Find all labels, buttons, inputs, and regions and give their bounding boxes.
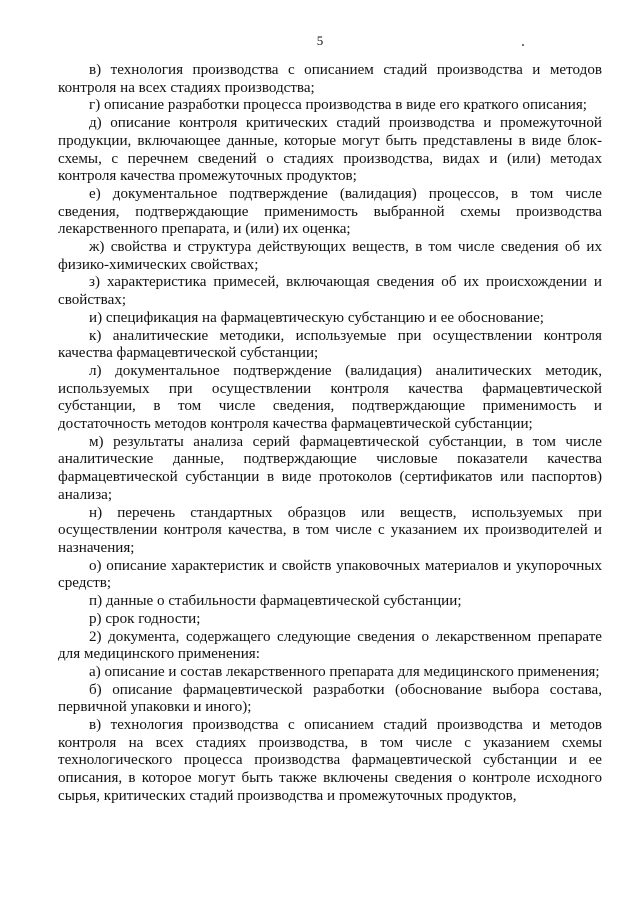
- paragraph-p-stability: п) данные о стабильности фармацевтической субстанции;: [89, 593, 462, 610]
- paragraph-e-process-validation: е) документальное подтверждение (валидация) процессов, в том числе сведения, подтверждающие применимость выбранной схемы производства лекарственного препарата, и (или) их оценка;: [58, 185, 602, 238]
- paragraph-d-critical-stages-control: д) описание контроля критических стадий производства и промежуточной продукции, включающее данные, которые могут быть представлены в виде блок-схемы, с перечнем сведений о стадиях производства, видах и (или) методах контроля качества промежуточных продуктов;: [58, 115, 602, 185]
- paragraph-k-analytical-methods: к) аналитические методики, используемые при осуществлении контроля качества фармацевтической субстанции;: [58, 327, 602, 362]
- paragraph-l-method-validation: л) документальное подтверждение (валидация) аналитических методик, используемых при осуществлении контроля качества фармацевтической субстанции, в том числе сведения, подтверждающие применимость и достаточность методов контроля качества фармацевтической субстанции;: [58, 362, 602, 433]
- paragraph-n-reference-standards: н) перечень стандартных образцов или веществ, используемых при осуществлении контроля качества, в том числе с указанием их производителей и назначения;: [58, 504, 602, 556]
- paragraph-o-packaging-materials: о) описание характеристик и свойств упаковочных материалов и укупорочных средств;: [58, 557, 602, 592]
- paragraph-b-pharmaceutical-development: б) описание фармацевтической разработки (обоснование выбора состава, первичной упаковки и иного);: [58, 681, 602, 716]
- paragraph-2-medicinal-product-document: 2) документа, содержащего следующие сведения о лекарственном препарате для медицинского применения:: [58, 628, 602, 663]
- scan-speck: [522, 44, 524, 46]
- paragraph-zh-active-substances: ж) свойства и структура действующих веществ, в том числе сведения об их физико-химических свойствах;: [58, 239, 602, 273]
- paragraph-v-manufacturing-technology: в) технология производства с описанием стадий производства и методов контроля на всех стадиях производства, в том числе с указанием схемы технологического процесса производства фармацевтической субстанции и ее описания, в которое могут быть также включены сведения о контроле исходного сырья, критических стадий производства и промежуточных продуктов,: [58, 717, 602, 804]
- paragraph-r-shelf-life: р) срок годности;: [89, 610, 201, 627]
- paragraph-i-specification: и) спецификация на фармацевтическую субстанцию и ее обоснование;: [89, 309, 544, 326]
- paragraph-v-production-technology: в) технология производства с описанием стадий производства и методов контроля на всех стадиях производства;: [58, 62, 602, 96]
- paragraph-m-batch-analysis: м) результаты анализа серий фармацевтической субстанции, в том числе аналитические данные, подтверждающие числовые показатели качества фармацевтической субстанции в виде протоколов (сертификатов или паспортов) анализа;: [58, 433, 602, 503]
- paragraph-g-process-development: г) описание разработки процесса производства в виде его краткого описания;: [89, 97, 587, 114]
- document-body: [58, 62, 602, 806]
- paragraph-a-description-composition: а) описание и состав лекарственного препарата для медицинского применения;: [89, 663, 600, 680]
- paragraph-z-impurities: з) характеристика примесей, включающая сведения об их происхождении и свойствах;: [58, 274, 602, 309]
- page-number: 5: [316, 33, 324, 48]
